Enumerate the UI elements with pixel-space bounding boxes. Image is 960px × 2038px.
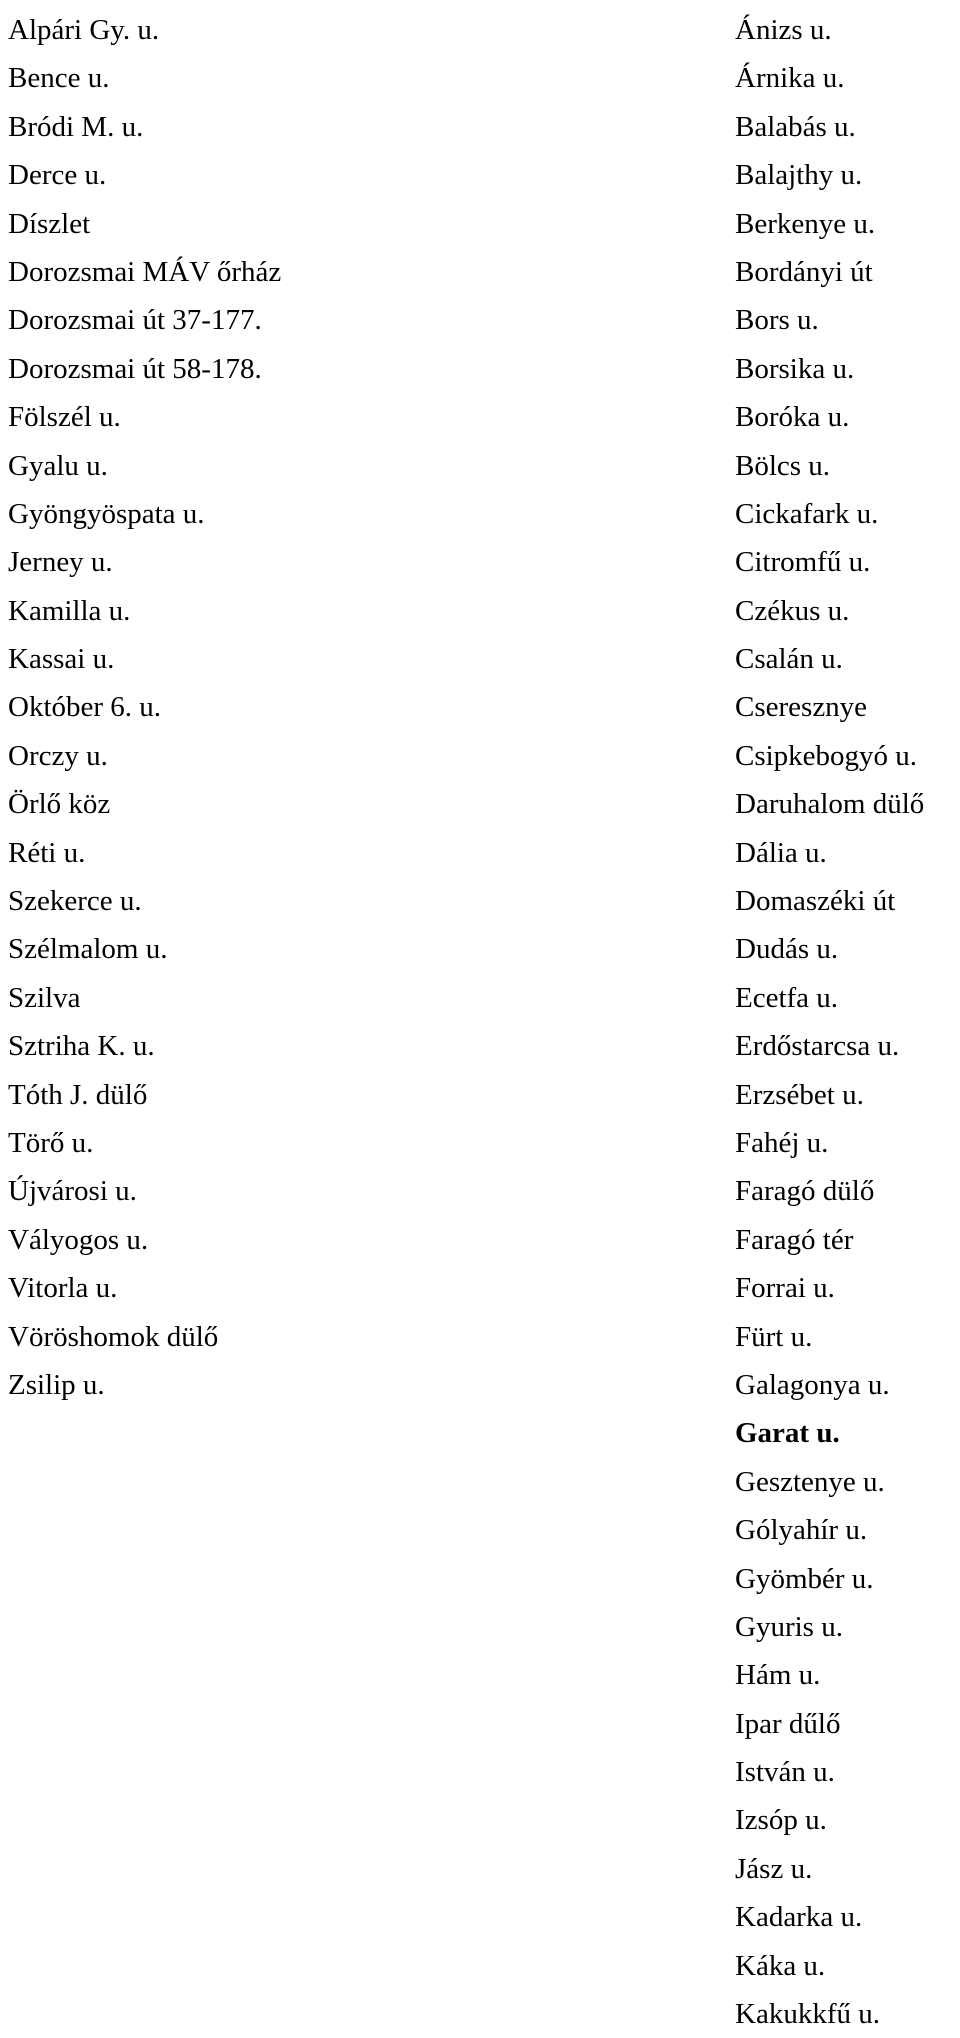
street-name-entry: Gesztenye u. — [735, 1465, 885, 1498]
street-list-left-column — [8, 6, 568, 1409]
street-name-entry: Tóth J. dülő — [8, 1078, 148, 1111]
street-name-entry: Erdőstarcsa u. — [735, 1030, 900, 1063]
street-name-entry: Gyuris u. — [735, 1610, 843, 1643]
street-name-entry: Újvárosi u. — [8, 1175, 137, 1208]
street-name-entry: Gyalu u. — [8, 449, 108, 482]
street-name-entry: Czékus u. — [735, 594, 850, 627]
street-name-entry: Réti u. — [8, 836, 86, 869]
street-name-entry: Jerney u. — [8, 546, 113, 579]
street-name-entry: Vályogos u. — [8, 1223, 149, 1256]
street-name-entry: Kakukkfű u. — [735, 1998, 880, 2031]
street-name-entry: Gyömbér u. — [735, 1562, 874, 1595]
street-name-entry: Bródi M. u. — [8, 110, 144, 143]
street-name-entry: Ánizs u. — [735, 14, 832, 46]
street-name-entry: Szélmalom u. — [8, 933, 168, 966]
street-name-entry: Ipar dűlő — [735, 1707, 841, 1740]
street-name-entry: Bordányi út — [735, 255, 873, 288]
street-name-entry: Garat u. — [735, 1417, 840, 1450]
street-name-entry: Dorozsmai MÁV őrház — [8, 255, 282, 288]
street-name-entry: Domaszéki út — [735, 885, 896, 918]
street-name-entry: Bölcs u. — [735, 449, 831, 482]
street-name-entry: Csalán u. — [735, 643, 843, 676]
street-name-entry: Dália u. — [735, 836, 827, 869]
street-name-entry: Kassai u. — [8, 643, 115, 676]
street-name-entry: Orczy u. — [8, 739, 108, 772]
street-name-entry: Citromfű u. — [735, 546, 871, 579]
street-name-entry: Fölszél u. — [8, 401, 121, 434]
street-name-entry: Szekerce u. — [8, 885, 142, 918]
street-name-entry: Kamilla u. — [8, 594, 131, 627]
street-name-entry: Cseresznye — [735, 691, 868, 724]
street-name-entry: Faragó dülő — [735, 1175, 875, 1208]
street-name-entry: István u. — [735, 1756, 835, 1789]
street-name-entry: Díszlet — [8, 207, 91, 240]
street-name-entry: Sztriha K. u. — [8, 1030, 155, 1063]
street-name-entry: Fahéj u. — [735, 1126, 829, 1159]
street-name-entry: Ecetfa u. — [735, 981, 839, 1014]
street-name-entry: Bence u. — [8, 62, 110, 95]
street-name-entry: Balajthy u. — [735, 159, 863, 192]
street-name-entry: Cickafark u. — [735, 497, 879, 530]
street-name-entry: Daruhalom dülő — [735, 788, 925, 821]
street-name-entry: Alpári Gy. u. — [8, 14, 160, 46]
street-name-entry: Gólyahír u. — [735, 1514, 868, 1547]
street-name-entry: Csipkebogyó u. — [735, 739, 918, 772]
street-name-entry: Forrai u. — [735, 1272, 835, 1305]
street-name-entry: Örlő köz — [8, 788, 111, 821]
street-name-entry: Zsilip u. — [8, 1368, 105, 1401]
street-name-entry: Hám u. — [735, 1659, 821, 1692]
street-name-entry: Fürt u. — [735, 1320, 813, 1353]
street-name-entry: Káka u. — [735, 1949, 826, 1982]
street-name-entry: Gyöngyöspata u. — [8, 497, 205, 530]
street-list-right-column — [735, 6, 960, 2038]
street-name-entry: Kadarka u. — [735, 1901, 863, 1934]
street-name-entry: Dorozsmai út 58-178. — [8, 352, 262, 385]
street-name-entry: Derce u. — [8, 159, 107, 192]
street-name-entry: Október 6. u. — [8, 691, 162, 724]
street-name-entry: Berkenye u. — [735, 207, 876, 240]
street-name-entry: Vitorla u. — [8, 1272, 118, 1305]
street-name-entry: Galagonya u. — [735, 1368, 890, 1401]
street-name-entry: Jász u. — [735, 1852, 813, 1885]
street-name-entry: Árnika u. — [735, 62, 845, 95]
street-name-entry: Izsóp u. — [735, 1804, 827, 1837]
street-name-entry: Szilva — [8, 981, 81, 1014]
street-name-entry: Törő u. — [8, 1126, 94, 1159]
street-name-entry: Dudás u. — [735, 933, 839, 966]
street-name-entry: Boróka u. — [735, 401, 850, 434]
street-name-entry: Erzsébet u. — [735, 1078, 864, 1111]
street-name-entry: Vöröshomok dülő — [8, 1320, 219, 1353]
street-name-entry: Bors u. — [735, 304, 819, 337]
street-name-entry: Faragó tér — [735, 1223, 854, 1256]
street-name-entry: Dorozsmai út 37-177. — [8, 304, 262, 337]
street-name-entry: Borsika u. — [735, 352, 855, 385]
street-name-entry: Balabás u. — [735, 110, 856, 143]
